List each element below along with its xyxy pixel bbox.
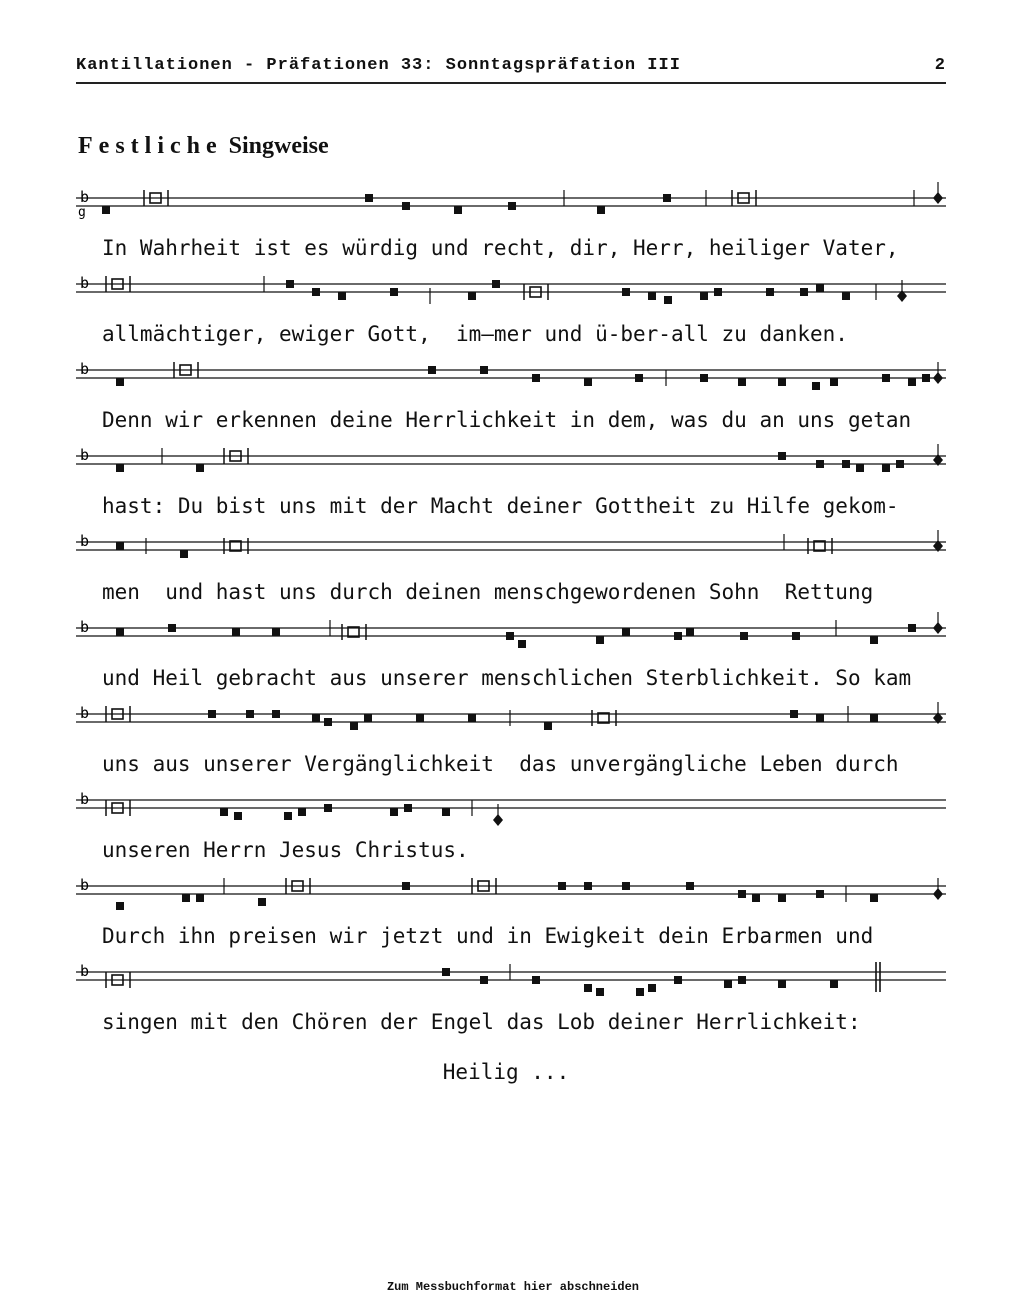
final-note [493, 814, 503, 826]
neume-note [636, 988, 644, 996]
neume-note [812, 382, 820, 390]
neume-note [597, 206, 605, 214]
neume-note [816, 460, 824, 468]
neume-note [246, 710, 254, 718]
neume-note [272, 628, 280, 636]
neume-note [596, 988, 604, 996]
staff-graphic [76, 700, 946, 740]
neume-note [664, 296, 672, 304]
neume-note [298, 808, 306, 816]
neume-note [454, 206, 462, 214]
neume-note [532, 374, 540, 382]
neume-note [740, 632, 748, 640]
neume-note [870, 714, 878, 722]
neume-note [258, 898, 266, 906]
neume-note [480, 366, 488, 374]
lyric-line: singen mit den Chören der Engel das Lob deiner Herrlichkeit: [102, 1010, 861, 1034]
staff-graphic [76, 184, 946, 224]
neume-note [870, 894, 878, 902]
lyric-line: unseren Herrn Jesus Christus. [102, 838, 469, 862]
lyric-line: uns aus unserer Vergänglichkeit das unvergängliche Leben durch [102, 752, 899, 776]
neume-note [766, 288, 774, 296]
neume-note [724, 980, 732, 988]
flat-sign: b [80, 532, 90, 550]
staff-graphic [76, 442, 946, 482]
neume-note [324, 804, 332, 812]
neume-note [663, 194, 671, 202]
staff-graphic [76, 270, 946, 310]
neume-note [180, 550, 188, 558]
neume-note [428, 366, 436, 374]
chant-staff [76, 700, 946, 740]
neume-note [584, 882, 592, 890]
neume-note [674, 976, 682, 984]
neume-note [816, 890, 824, 898]
neume-note [390, 808, 398, 816]
chant-staff [76, 872, 946, 912]
chant-staff [76, 614, 946, 654]
neume-note [506, 632, 514, 640]
neume-note [518, 640, 526, 648]
neume-note [220, 808, 228, 816]
ending-text [0, 1060, 1012, 1084]
neume-note [686, 628, 694, 636]
section-title-spaced: Festliche [78, 133, 223, 159]
neume-note [778, 378, 786, 386]
neume-note [286, 280, 294, 288]
neume-note [234, 812, 242, 820]
neume-note [882, 464, 890, 472]
neume-note [402, 202, 410, 210]
staff-graphic [76, 528, 946, 568]
neume-note [738, 976, 746, 984]
flat-sign: b [80, 360, 90, 378]
neume-note [338, 292, 346, 300]
neume-note [790, 710, 798, 718]
neume-note [168, 624, 176, 632]
neume-note [648, 984, 656, 992]
lyric-line: und Heil gebracht aus unserer menschlichen Sterblichkeit. So kam [102, 666, 912, 690]
clef-letter: g [78, 205, 86, 220]
neume-note [312, 288, 320, 296]
neume-note [922, 374, 930, 382]
chant-staff [76, 184, 946, 224]
footer-note: Zum Messbuchformat hier abschneiden [386, 1280, 640, 1294]
final-note [933, 192, 943, 204]
neume-note [442, 808, 450, 816]
neume-note [116, 902, 124, 910]
neume-note [468, 292, 476, 300]
neume-note [908, 378, 916, 386]
neume-note [365, 194, 373, 202]
neume-note [800, 288, 808, 296]
neume-note [870, 636, 878, 644]
final-note [933, 888, 943, 900]
neume-note [856, 464, 864, 472]
neume-note [208, 710, 216, 718]
neume-note [584, 378, 592, 386]
neume-note [272, 710, 280, 718]
chant-staff [76, 528, 946, 568]
neume-note [404, 804, 412, 812]
neume-note [778, 452, 786, 460]
final-note [933, 372, 943, 384]
neume-note [402, 882, 410, 890]
chant-staff [76, 442, 946, 482]
neume-note [622, 288, 630, 296]
staff-graphic [76, 786, 946, 826]
chant-staff [76, 270, 946, 310]
header-title: Kantillationen - Präfationen 33: Sonntagspräfation III [76, 56, 681, 75]
flat-sign: b [80, 704, 90, 722]
neume-note [714, 288, 722, 296]
flat-sign: b [80, 962, 90, 980]
lyric-line: Denn wir erkennen deine Herrlichkeit in dem, was du an uns getan [102, 408, 912, 432]
neume-note [738, 378, 746, 386]
section-title-rest: Singweise [228, 133, 329, 159]
final-note [933, 622, 943, 634]
neume-note [752, 894, 760, 902]
neume-note [816, 714, 824, 722]
staff-graphic [76, 872, 946, 912]
flat-sign: b [80, 618, 90, 636]
section-title [78, 133, 329, 160]
neume-note [102, 206, 110, 214]
neume-note [312, 714, 320, 722]
neume-note [842, 292, 850, 300]
neume-note [544, 722, 552, 730]
neume-note [116, 542, 124, 550]
page-header [76, 56, 946, 84]
flat-sign: b [80, 446, 90, 464]
neume-note [196, 464, 204, 472]
neume-note [584, 984, 592, 992]
neume-note [842, 460, 850, 468]
neume-note [182, 894, 190, 902]
neume-note [648, 292, 656, 300]
chant-staff [76, 958, 946, 998]
staff-graphic [76, 958, 946, 998]
flat-sign: b [80, 790, 90, 808]
neume-note [622, 628, 630, 636]
neume-note [830, 980, 838, 988]
neume-note [284, 812, 292, 820]
neume-note [390, 288, 398, 296]
neume-note [196, 894, 204, 902]
neume-note [364, 714, 372, 722]
chant-staff [76, 356, 946, 396]
neume-note [882, 374, 890, 382]
neume-note [700, 292, 708, 300]
neume-note [116, 464, 124, 472]
ending-label: Heilig ... [442, 1060, 570, 1084]
neume-note [674, 632, 682, 640]
lyric-line: Durch ihn preisen wir jetzt und in Ewigkeit dein Erbarmen und [102, 924, 874, 948]
neume-note [468, 714, 476, 722]
neume-note [596, 636, 604, 644]
neume-note [792, 632, 800, 640]
lyric-line: In Wahrheit ist es würdig und recht, dir, Herr, heiliger Vater, [102, 236, 899, 260]
flat-sign: b [80, 876, 90, 894]
neume-note [908, 624, 916, 632]
neume-note [816, 284, 824, 292]
neume-note [635, 374, 643, 382]
neume-note [686, 882, 694, 890]
neume-note [350, 722, 358, 730]
neume-note [492, 280, 500, 288]
lyric-line: hast: Du bist uns mit der Macht deiner Gottheit zu Hilfe gekom- [102, 494, 899, 518]
lyric-line: men und hast uns durch deinen menschgewordenen Sohn Rettung [102, 580, 874, 604]
neume-note [508, 202, 516, 210]
neume-note [830, 378, 838, 386]
page-number: 2 [934, 56, 946, 75]
neume-note [622, 882, 630, 890]
neume-note [532, 976, 540, 984]
neume-note [738, 890, 746, 898]
neume-note [116, 628, 124, 636]
neume-note [442, 968, 450, 976]
neume-note [778, 894, 786, 902]
neume-note [232, 628, 240, 636]
neume-note [116, 378, 124, 386]
staff-graphic [76, 614, 946, 654]
flat-sign: b [80, 274, 90, 292]
neume-note [778, 980, 786, 988]
flat-sign: b [80, 188, 90, 206]
lyric-line: allmächtiger, ewiger Gott, im—mer und ü-ber-all zu danken. [102, 322, 848, 346]
neume-note [558, 882, 566, 890]
chant-staff [76, 786, 946, 826]
neume-note [896, 460, 904, 468]
staff-graphic [76, 356, 946, 396]
neume-note [480, 976, 488, 984]
neume-note [416, 714, 424, 722]
neume-note [324, 718, 332, 726]
neume-note [700, 374, 708, 382]
